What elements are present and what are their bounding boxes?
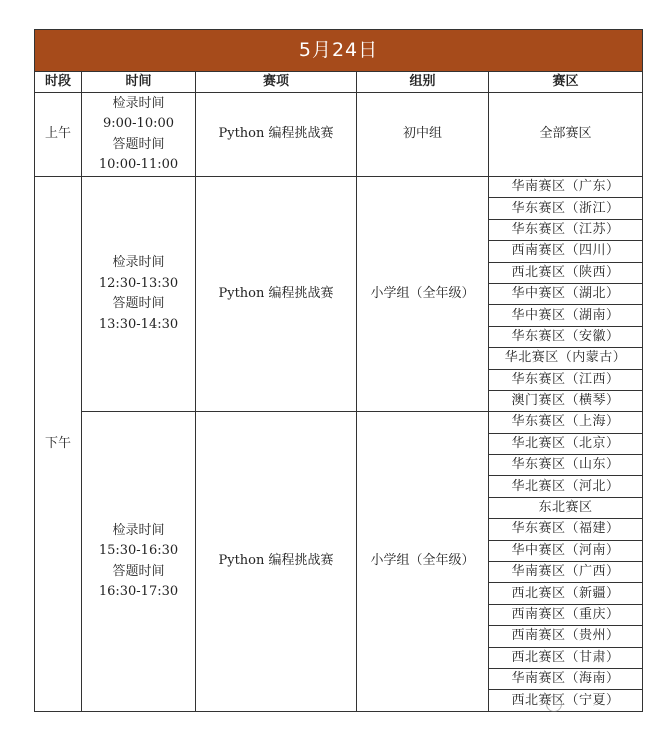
region-cell: 华东赛区（安徽）	[489, 326, 643, 347]
header-group: 组别	[357, 72, 489, 93]
region-cell: 华东赛区（山东）	[489, 455, 643, 476]
answer-label: 答题时间	[112, 136, 165, 152]
region-cell: 华东赛区（上海）	[489, 412, 643, 433]
region-cell: 华南赛区（海南）	[489, 668, 643, 689]
watermark	[546, 693, 616, 715]
answer-time: 10:00-11:00	[98, 156, 179, 172]
session2-group: 小学组（全年级）	[357, 412, 489, 711]
table-title: 5月24日	[35, 30, 643, 72]
schedule-table	[34, 29, 643, 712]
region-cell: 西南赛区（重庆）	[489, 604, 643, 625]
checkin-label: 检录时间	[112, 95, 165, 111]
region-cell: 华南赛区（广西）	[489, 562, 643, 583]
checkin-time: 9:00-10:00	[102, 116, 175, 132]
region-cell: 华北赛区（北京）	[489, 433, 643, 454]
session2-time	[82, 412, 196, 711]
region-cell: 华东赛区（江西）	[489, 369, 643, 390]
morning-event: Python 编程挑战赛	[196, 93, 357, 177]
region-cell: 华中赛区（河南）	[489, 540, 643, 561]
morning-group: 初中组	[357, 93, 489, 177]
afternoon-period: 下午	[35, 177, 82, 712]
session1-time	[82, 177, 196, 412]
header-region: 赛区	[489, 72, 643, 93]
region-cell: 西南赛区（贵州）	[489, 626, 643, 647]
region-cell: 华中赛区（湖北）	[489, 283, 643, 304]
region-cell: 华东赛区（江苏）	[489, 219, 643, 240]
region-cell: 西北赛区（陕西）	[489, 262, 643, 283]
header-time: 时间	[82, 72, 196, 93]
region-cell: 华东赛区（浙江）	[489, 198, 643, 219]
region-cell: 西北赛区（新疆）	[489, 583, 643, 604]
session1-event: Python 编程挑战赛	[196, 177, 357, 412]
header-period: 时段	[35, 72, 82, 93]
checkin-label: 检录时间	[112, 255, 165, 271]
morning-period: 上午	[35, 93, 82, 177]
region-cell: 西南赛区（四川）	[489, 241, 643, 262]
checkin-label: 检录时间	[112, 522, 165, 538]
session2-event: Python 编程挑战赛	[196, 412, 357, 711]
region-cell: 东北赛区	[489, 497, 643, 518]
checkin-time: 12:30-13:30	[98, 275, 179, 291]
session1-group: 小学组（全年级）	[357, 177, 489, 412]
region-cell: 西北赛区（甘肃）	[489, 647, 643, 668]
checkin-time: 15:30-16:30	[98, 543, 179, 559]
region-cell: 西北赛区（宁夏）	[489, 690, 643, 711]
region-cell: 华中赛区（湖南）	[489, 305, 643, 326]
answer-time: 13:30-14:30	[98, 316, 179, 332]
region-cell: 华东赛区（福建）	[489, 519, 643, 540]
region-cell: 华北赛区（内蒙古）	[489, 348, 643, 369]
region-cell: 澳门赛区（横琴）	[489, 390, 643, 411]
region-cell: 华南赛区（广东）	[489, 177, 643, 198]
header-event: 赛项	[196, 72, 357, 93]
region-cell: 华北赛区（河北）	[489, 476, 643, 497]
answer-label: 答题时间	[112, 563, 165, 579]
answer-time: 16:30-17:30	[98, 583, 179, 599]
watermark-logo-icon	[546, 696, 562, 712]
morning-time	[82, 93, 196, 177]
morning-region: 全部赛区	[489, 93, 643, 177]
answer-label: 答题时间	[112, 296, 165, 312]
